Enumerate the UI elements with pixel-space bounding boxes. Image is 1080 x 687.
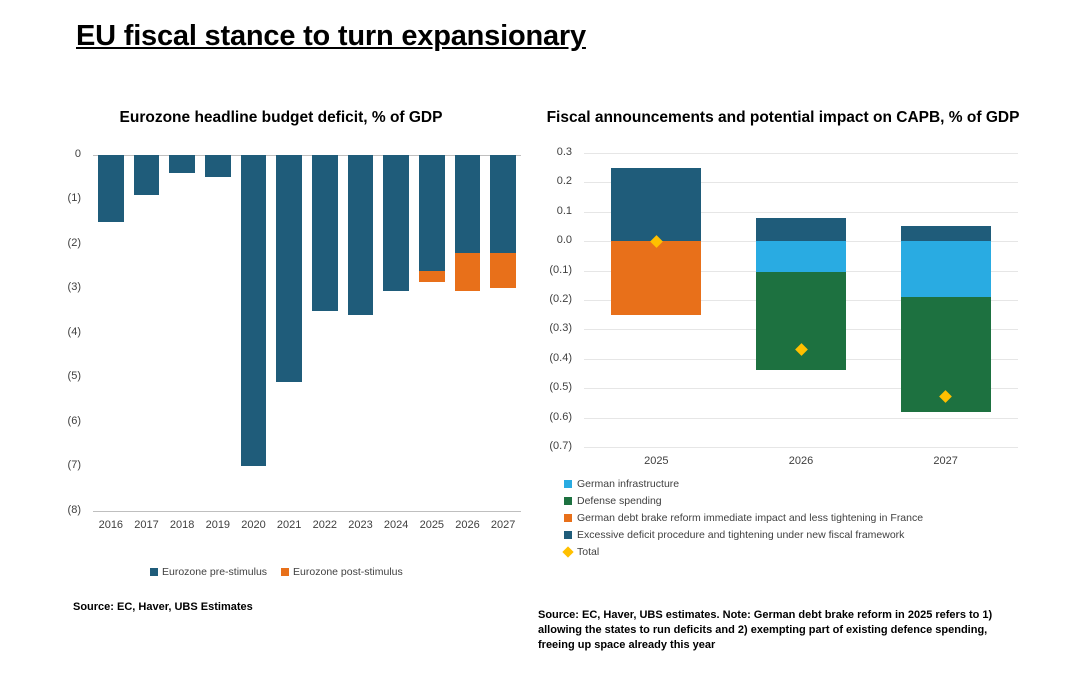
- page-title: EU fiscal stance to turn expansionary: [76, 20, 586, 52]
- y-axis-tick-label: (0.3): [549, 322, 572, 335]
- x-axis-tick-label: 2026: [455, 518, 480, 531]
- legend-diamond-icon: [562, 546, 573, 557]
- y-axis-tick-label: (7): [67, 459, 81, 472]
- legend-item: [564, 478, 923, 490]
- left-chart-legend: [150, 566, 403, 578]
- y-axis-tick-label: (0.7): [549, 439, 572, 452]
- stacked-bar-segment: [901, 241, 991, 297]
- left-chart-title: Eurozone headline budget deficit, % of GDP: [119, 109, 443, 126]
- legend-swatch-icon: [564, 480, 572, 488]
- x-axis-tick-label: 2023: [348, 518, 373, 531]
- bar-pre-stimulus: [205, 155, 231, 177]
- bar-pre-stimulus: [98, 155, 124, 222]
- y-axis-tick-label: 0.0: [556, 234, 572, 247]
- x-axis-tick-label: 2027: [490, 518, 516, 531]
- bar-post-stimulus: [455, 253, 481, 291]
- x-axis-tick-label: 2019: [205, 518, 231, 531]
- y-axis-tick-label: (5): [67, 370, 81, 383]
- gridline: [584, 447, 1018, 448]
- stacked-bar-segment: [901, 226, 991, 241]
- legend-swatch-icon: [564, 531, 572, 539]
- legend-item: [150, 566, 267, 578]
- bar-pre-stimulus: [490, 155, 516, 253]
- y-axis-tick-label: 0.1: [556, 204, 572, 217]
- left-chart-panel: [35, 108, 527, 613]
- y-axis-tick-label: (8): [67, 503, 81, 516]
- x-axis-tick-label: 2024: [383, 518, 409, 531]
- y-axis-tick-label: (1): [67, 192, 81, 205]
- y-axis-tick-label: (4): [67, 325, 81, 338]
- bar-post-stimulus: [419, 271, 445, 282]
- legend-label: Total: [577, 546, 600, 558]
- legend-label: German infrastructure: [577, 478, 680, 490]
- right-chart-plot: [528, 147, 1028, 477]
- legend-swatch-icon: [564, 497, 572, 505]
- stacked-bar-segment: [756, 218, 846, 242]
- right-chart-title: Fiscal announcements and potential impact on CAPB, % of GDP: [546, 109, 1020, 126]
- y-axis-tick-label: 0.3: [556, 145, 572, 158]
- legend-label: Eurozone pre-stimulus: [162, 566, 268, 578]
- x-axis-line: [93, 511, 521, 512]
- bar-pre-stimulus: [348, 155, 374, 315]
- legend-item: [281, 566, 403, 578]
- y-axis-tick-label: (6): [67, 414, 81, 427]
- x-axis-tick-label: 2026: [788, 454, 814, 467]
- left-chart-source: Source: EC, Haver, UBS Estimates: [73, 601, 253, 613]
- x-axis-tick-label: 2027: [933, 454, 958, 467]
- bar-post-stimulus: [490, 253, 516, 289]
- y-axis-tick-label: (0.4): [549, 351, 572, 364]
- stacked-bar-segment: [611, 241, 701, 315]
- y-axis-tick-label: (2): [67, 236, 81, 249]
- legend-item: [564, 512, 923, 524]
- legend-label: Defense spending: [577, 495, 662, 507]
- bar-pre-stimulus: [419, 155, 445, 271]
- bar-pre-stimulus: [241, 155, 267, 467]
- bar-pre-stimulus: [276, 155, 302, 382]
- x-axis-tick-label: 2020: [241, 518, 266, 531]
- x-axis-tick-label: 2025: [419, 518, 445, 531]
- x-axis-tick-label: 2017: [134, 518, 159, 531]
- x-axis-tick-label: 2025: [644, 454, 669, 467]
- y-axis-tick-label: (3): [67, 281, 81, 294]
- legend-item: [564, 495, 923, 507]
- y-axis-tick-label: 0.2: [556, 175, 572, 188]
- legend-label: Eurozone post-stimulus: [293, 566, 403, 578]
- bar-pre-stimulus: [455, 155, 481, 253]
- x-axis-tick-label: 2018: [169, 518, 195, 531]
- bar-pre-stimulus: [383, 155, 409, 291]
- bar-pre-stimulus: [134, 155, 160, 195]
- bar-pre-stimulus: [169, 155, 195, 173]
- y-axis-tick-label: 0: [74, 147, 81, 160]
- left-chart-plot: [35, 149, 527, 549]
- stacked-bar-segment: [611, 168, 701, 242]
- bar-pre-stimulus: [312, 155, 338, 311]
- stacked-bar-segment: [756, 241, 846, 272]
- y-axis-tick-label: (0.2): [549, 292, 572, 305]
- x-axis-tick-label: 2016: [98, 518, 124, 531]
- legend-swatch-icon: [564, 514, 572, 522]
- gridline: [584, 153, 1018, 154]
- legend-swatch-icon: [281, 568, 289, 576]
- x-axis-tick-label: 2022: [312, 518, 338, 531]
- legend-item: [564, 546, 923, 558]
- legend-item: [564, 529, 923, 541]
- legend-label: German debt brake reform immediate impact and less tightening in France: [577, 512, 924, 524]
- y-axis-tick-label: (0.6): [549, 410, 572, 423]
- right-chart-panel: [528, 108, 1048, 651]
- right-chart-legend: [564, 478, 923, 563]
- x-axis-tick-label: 2021: [276, 518, 302, 531]
- legend-label: Excessive deficit procedure and tightening under new fiscal framework: [577, 529, 905, 541]
- right-chart-source: Source: EC, Haver, UBS estimates. Note: German debt brake reform in 2025 refers to 1) allowing the states to run deficits and 2) exempting part of existing defence spending, freeing up space already this year: [538, 609, 993, 651]
- gridline: [584, 418, 1018, 419]
- legend-swatch-icon: [150, 568, 158, 576]
- y-axis-tick-label: (0.1): [549, 263, 572, 276]
- y-axis-tick-label: (0.5): [549, 381, 572, 394]
